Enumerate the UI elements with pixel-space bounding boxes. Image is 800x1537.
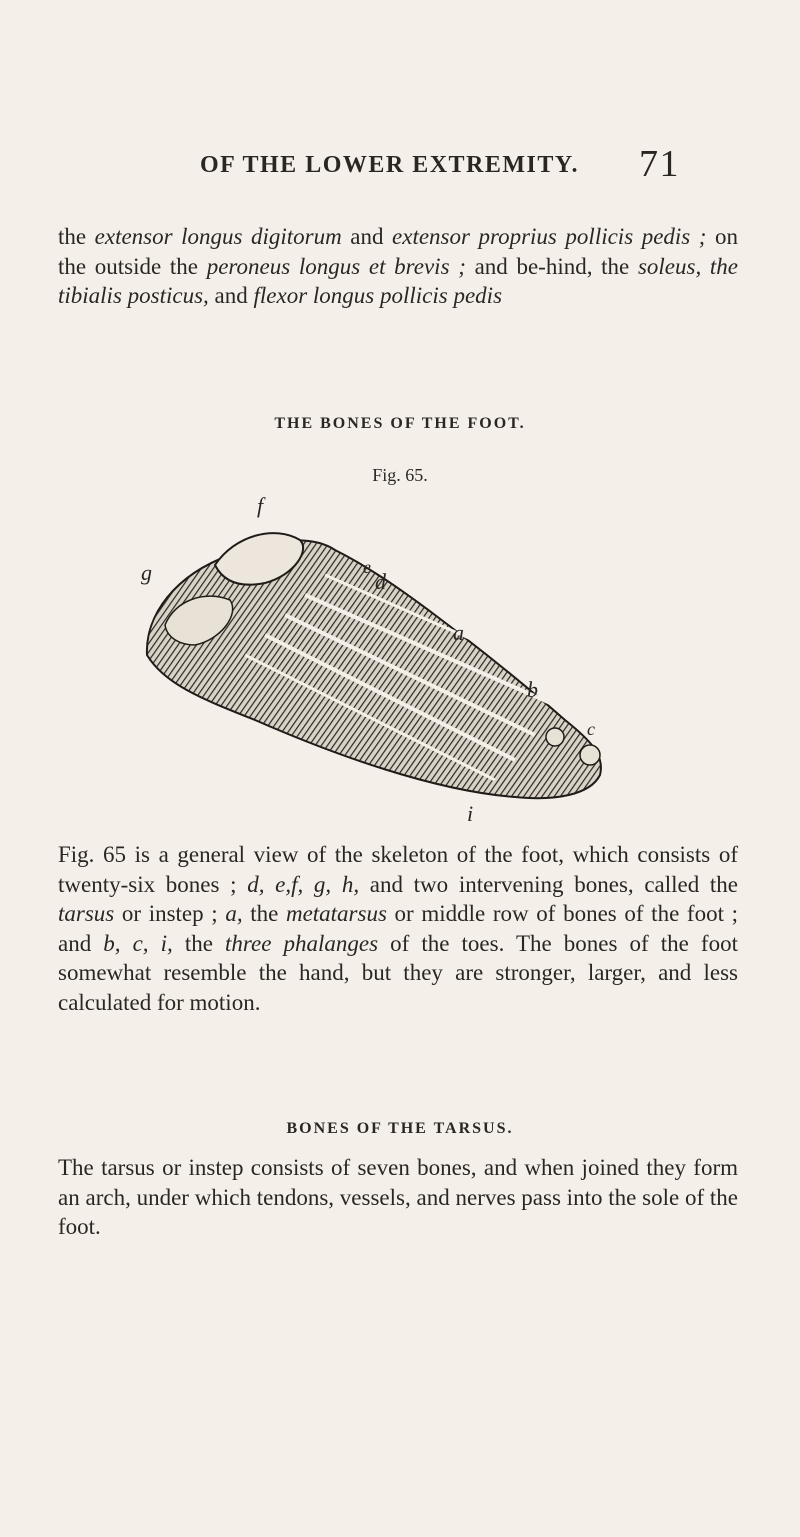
paragraph-tarsus: The tarsus or instep consists of seven bones, and when joined they form an arch, under which tendons, vessels, and nerves pass into the sole of the foot. (58, 1155, 738, 1239)
text-run: Fig. 65 is a general view of the skeleton of the foot, which consists of twenty-six bones ; (58, 842, 738, 897)
section-heading-bones-of-foot: THE BONES OF THE FOOT. (274, 415, 526, 432)
figure-letter-g: g (141, 560, 152, 585)
figure-letter-f: f (257, 493, 264, 518)
foot-bones (147, 533, 601, 798)
foot-skeleton-illustration (135, 505, 615, 835)
text-run: the (242, 901, 286, 926)
figure-letter-i: i (467, 801, 474, 826)
italic-run: peroneus longus et brevis ; (206, 253, 466, 279)
text-run: and two intervening bones, called the (359, 871, 739, 897)
text-run: the (58, 224, 95, 249)
section-heading-bones-of-tarsus: BONES OF THE TARSUS. (286, 1120, 514, 1137)
text-run: or instep ; (114, 901, 226, 926)
running-head-title: OF THE LOWER EXTREMITY. (200, 152, 580, 178)
italic-run: extensor proprius pollicis pedis ; (392, 224, 707, 249)
text-run: and (208, 283, 254, 308)
figure-label: Fig. 65. (372, 465, 428, 485)
italic-run: flexor longus pollicis pedis (253, 283, 503, 308)
text-run: of the toes. The bones of the foot somewhat resemble the hand, but they are stronger, larger, and less calculated for motion. (58, 930, 738, 1015)
paragraph-muscles (58, 222, 738, 311)
figure-letter-e: e (363, 557, 371, 577)
italic-run: extensor longus digitorum (94, 224, 342, 249)
italic-run: metatarsus (285, 901, 387, 926)
figure-letter-b: b (527, 677, 538, 702)
italic-run: soleus, the tibialis posticus, (58, 253, 738, 308)
figure-letter-a: a (453, 620, 464, 645)
italic-run: b, c, i, (103, 930, 173, 956)
figure-letter-c: c (587, 719, 595, 739)
text-run: the (172, 930, 226, 956)
foot-skeleton-figure (135, 493, 615, 835)
text-run: on the outside the (58, 224, 738, 279)
text-run: and be-hind, the (465, 253, 638, 279)
page-number: 71 (639, 143, 680, 185)
paragraph-fig-description (58, 840, 738, 1017)
text-run: or middle row of bones of the foot ; and (58, 901, 738, 956)
italic-run: a, (225, 901, 243, 926)
italic-run: tarsus (58, 901, 115, 926)
text-run: and (341, 224, 393, 249)
figure-letter-d: d (375, 569, 386, 594)
italic-run: three phalanges (225, 930, 379, 956)
italic-run: d, e,f, g, h, (247, 871, 360, 897)
